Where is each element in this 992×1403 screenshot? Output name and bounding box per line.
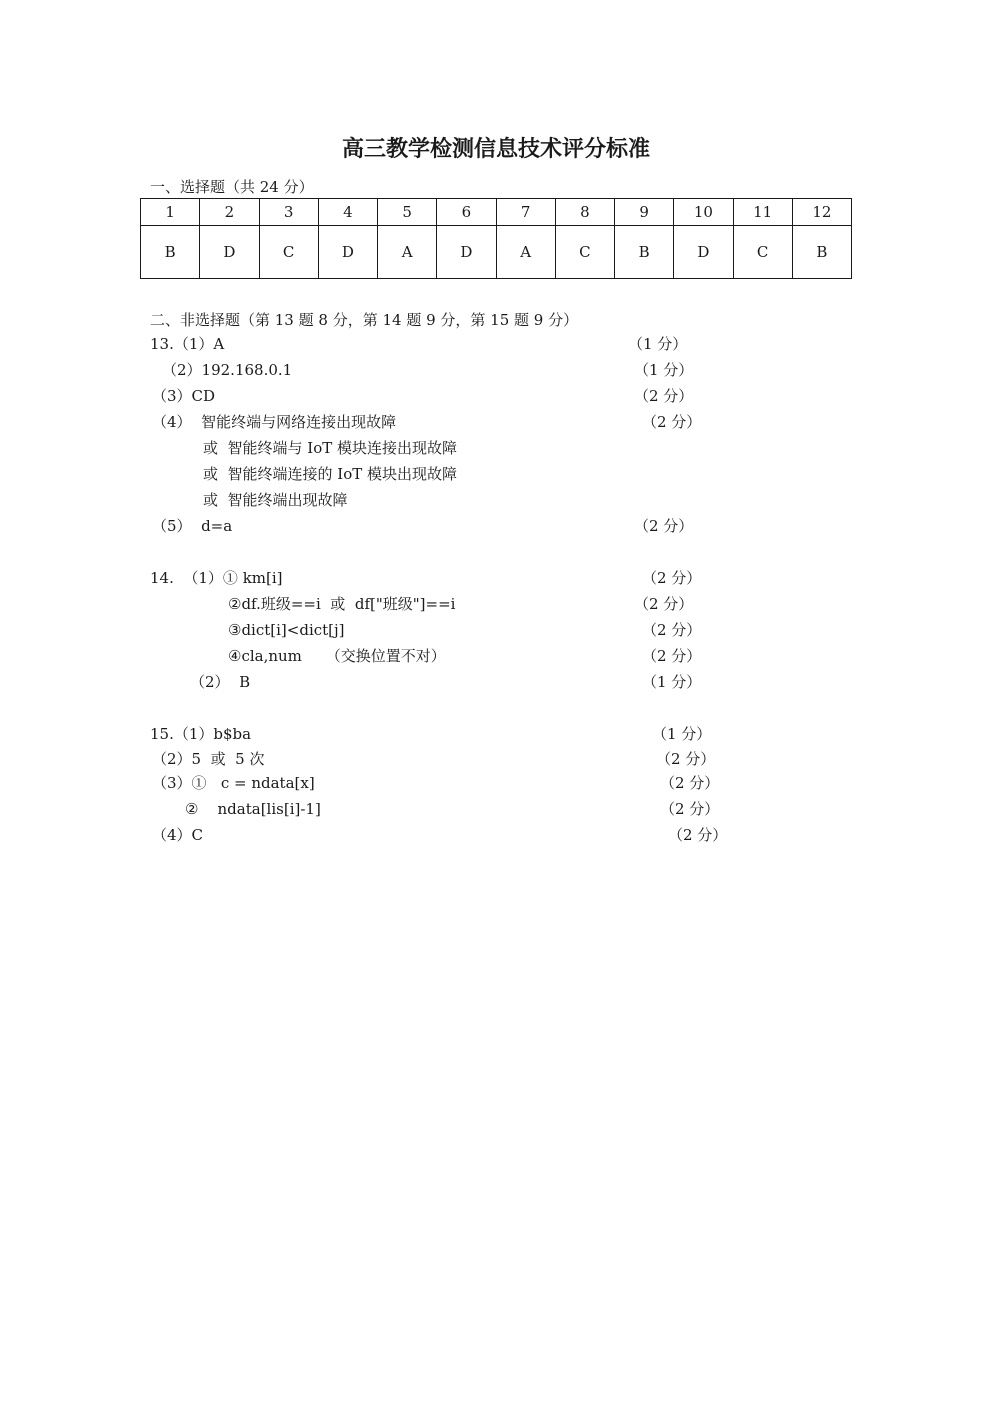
answer-cell: D — [200, 226, 259, 279]
answer-cell: C — [259, 226, 318, 279]
q13-points-8: （2 分） — [634, 517, 694, 535]
question-number: 1 — [141, 199, 200, 226]
q13-points-2: （1 分） — [634, 361, 694, 379]
answer-cell: D — [318, 226, 377, 279]
answer-row — [141, 226, 852, 279]
q13-line-4: （4） 智能终端与网络连接出现故障 — [152, 413, 397, 431]
q13-line-6: 或 智能终端连接的 IoT 模块出现故障 — [203, 465, 458, 483]
answer-cell: B — [615, 226, 674, 279]
question-number: 6 — [437, 199, 496, 226]
answer-cell: A — [378, 226, 437, 279]
answer-cell: C — [733, 226, 792, 279]
question-number: 7 — [496, 199, 555, 226]
q14-line-3: ③dict[i]<dict[j] — [228, 621, 345, 639]
q13-line-5: 或 智能终端与 IoT 模块连接出现故障 — [203, 439, 458, 457]
question-number: 4 — [318, 199, 377, 226]
q15-points-2: （2 分） — [656, 750, 716, 768]
multiple-choice-answer-table — [140, 198, 852, 279]
q15-points-4: （2 分） — [660, 800, 720, 818]
answer-cell: D — [674, 226, 733, 279]
question-number: 2 — [200, 199, 259, 226]
question-number: 9 — [615, 199, 674, 226]
q13-line-3: （3）CD — [152, 387, 216, 405]
question-number: 3 — [259, 199, 318, 226]
q15-points-1: （1 分） — [652, 725, 712, 743]
q13-points-1: （1 分） — [628, 335, 688, 353]
answer-cell: B — [141, 226, 200, 279]
q13-points-4: （2 分） — [642, 413, 702, 431]
document-title: 高三教学检测信息技术评分标准 — [341, 137, 650, 162]
q14-line-5: （2） B — [190, 673, 251, 691]
question-number-row — [141, 199, 852, 226]
q14-points-1: （2 分） — [642, 569, 702, 587]
answer-cell: C — [555, 226, 614, 279]
q15-line-5: （4）C — [152, 826, 204, 844]
q14-line-2: ②df.班级==i 或 df["班级"]==i — [228, 595, 456, 613]
section2-heading: 二、非选择题（第 13 题 8 分，第 14 题 9 分，第 15 题 9 分） — [150, 311, 579, 329]
q15-line-4: ② ndata[lis[i]-1] — [185, 800, 321, 818]
question-number: 10 — [674, 199, 733, 226]
q14-points-4: （2 分） — [642, 647, 702, 665]
q14-points-5: （1 分） — [642, 673, 702, 691]
q13-points-3: （2 分） — [634, 387, 694, 405]
q14-points-3: （2 分） — [642, 621, 702, 639]
q14-line-1: 14. （1）① km[i] — [150, 569, 283, 587]
question-number: 12 — [792, 199, 851, 226]
q15-line-1: 15.（1）b$ba — [150, 725, 252, 743]
q13-line-7: 或 智能终端出现故障 — [203, 491, 348, 509]
q14-line-4: ④cla,num （交换位置不对） — [228, 647, 446, 665]
answer-cell: A — [496, 226, 555, 279]
q15-line-3: （3）① c = ndata[x] — [152, 774, 315, 792]
q15-points-5: （2 分） — [668, 826, 728, 844]
q15-points-3: （2 分） — [660, 774, 720, 792]
q13-line-1: 13.（1）A — [150, 335, 225, 353]
section1-heading: 一、选择题（共 24 分） — [150, 178, 314, 196]
q13-line-2: （2）192.168.0.1 — [162, 361, 293, 379]
question-number: 5 — [378, 199, 437, 226]
answer-cell: D — [437, 226, 496, 279]
question-number: 8 — [555, 199, 614, 226]
answer-cell: B — [792, 226, 851, 279]
question-number: 11 — [733, 199, 792, 226]
q13-line-8: （5） d=a — [152, 517, 233, 535]
q14-points-2: （2 分） — [634, 595, 694, 613]
q15-line-2: （2）5 或 5 次 — [152, 750, 265, 768]
